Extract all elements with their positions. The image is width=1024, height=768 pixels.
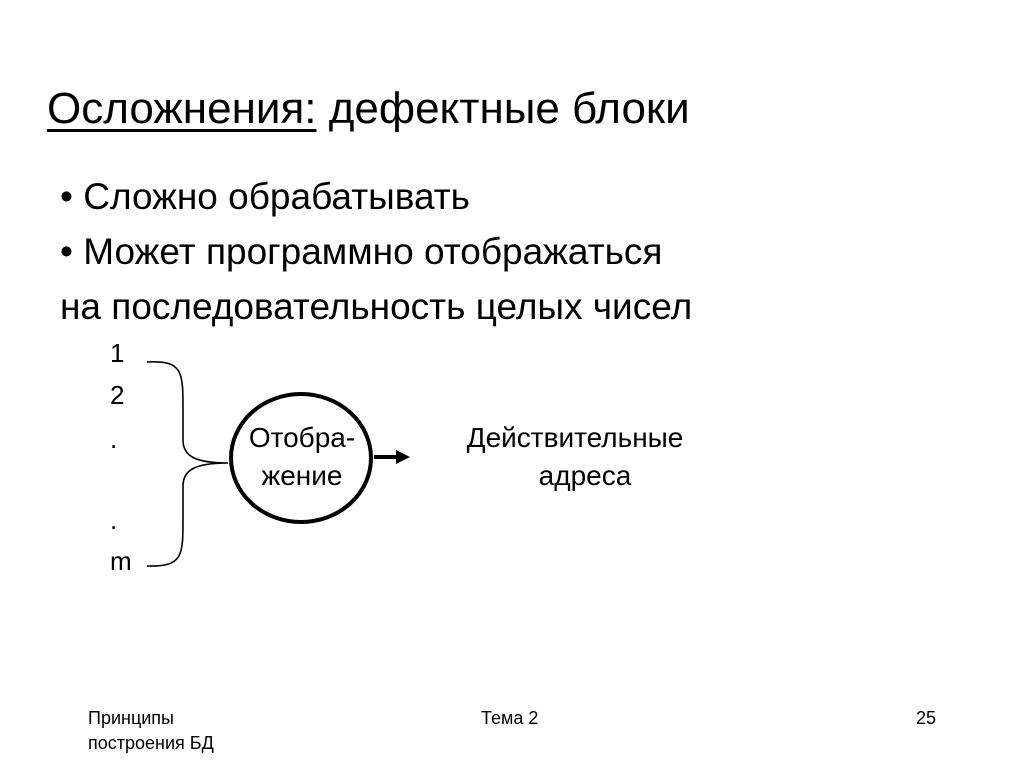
- target-label-line1: Действительные: [466, 422, 684, 453]
- title-underlined-part: Осложнения:: [47, 84, 317, 133]
- sequence-item-m: m: [110, 546, 132, 576]
- target-label-line2: адреса: [538, 460, 632, 491]
- mapping-circle: [231, 394, 371, 522]
- arrow-head: [396, 450, 410, 464]
- mapping-label-line2: жение: [261, 460, 343, 491]
- title-rest: дефектные блоки: [316, 84, 690, 133]
- footer-topic: Тема 2: [481, 708, 539, 728]
- bullet-1: • Сложно обрабатывать: [60, 176, 470, 217]
- sequence-dot-2: .: [110, 505, 118, 535]
- footer-left-line1: Принципы: [88, 708, 174, 728]
- sequence-dot-1: .: [110, 424, 118, 454]
- sequence-item-2: 2: [110, 380, 125, 410]
- bullet-2: • Может программно отображаться: [60, 231, 663, 272]
- sequence-brace: [147, 362, 228, 566]
- footer-left-line2: построения БД: [88, 733, 214, 753]
- mapping-label-line1: Отобра-: [248, 422, 356, 453]
- page-number: 25: [916, 708, 937, 728]
- sequence-item-1: 1: [110, 338, 125, 368]
- bullet-2-continuation: на последовательность целых чисел: [60, 286, 693, 327]
